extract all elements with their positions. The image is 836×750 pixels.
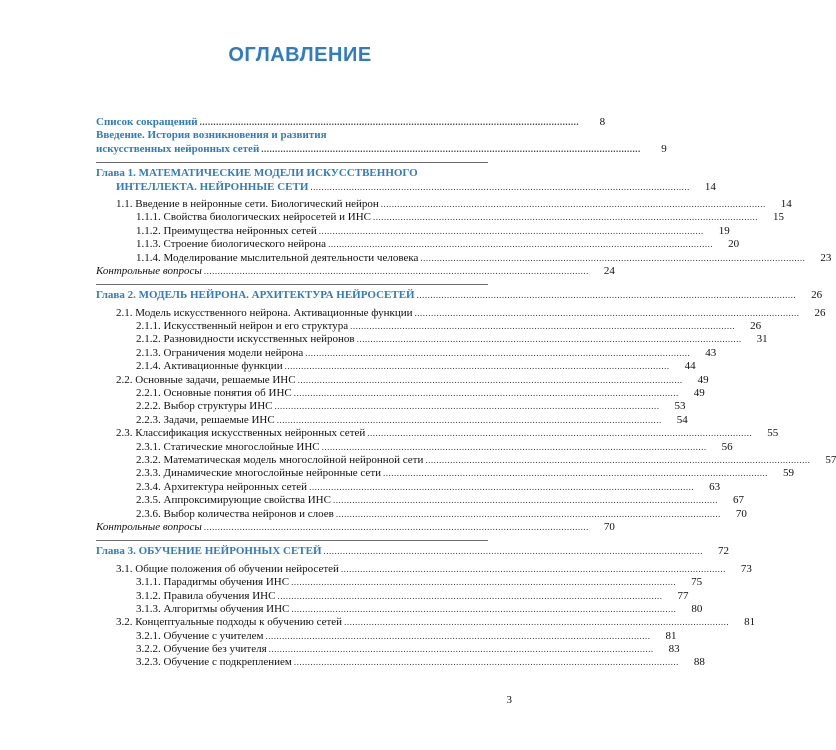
dot-leader: ............................................................................................................................................ — [340, 563, 726, 574]
toc-entry-page: 9 — [661, 142, 667, 155]
toc-entry-page: 81 — [665, 629, 677, 642]
toc-entry-label: 3.2.3. Обучение с подкреплением — [136, 656, 292, 669]
toc-entry[interactable] — [96, 507, 747, 521]
dot-leader: ............................................................................................................................................ — [277, 590, 663, 601]
toc-entry-label: 2.2.3. Задачи, решаемые ИНС — [136, 413, 275, 426]
toc-entry-label: 1.1. Введение в нейронные сети. Биологический нейрон — [116, 197, 379, 210]
toc-entry-label: 1.1.4. Моделирование мыслительной деятельности человека — [136, 251, 419, 264]
dot-leader: .......................................................................................................................................... — [199, 117, 580, 127]
toc-entry-page: 73 — [740, 562, 752, 575]
toc-entry-label: 2.1.1. Искусственный нейрон и его структура — [136, 320, 349, 333]
dot-leader: ............................................................................................................................................ — [350, 321, 736, 332]
toc-entry-page: 24 — [603, 264, 615, 277]
toc-entry-page: 19 — [718, 224, 730, 237]
dot-leader: ............................................................................................................................................ — [383, 468, 769, 479]
dot-leader: ............................................................................................................................................ — [265, 630, 651, 641]
toc-entry-label: 2.3.5. Аппроксимирующие свойства ИНС — [136, 494, 331, 507]
toc-entry[interactable] — [96, 400, 686, 413]
dot-leader: ............................................................................................................................................ — [309, 481, 695, 492]
toc-entry-introduction-cont[interactable] — [96, 142, 667, 156]
toc-chapter-2[interactable] — [96, 289, 823, 302]
toc-entry-abbreviations[interactable] — [96, 116, 606, 129]
page-title: ОГЛАВЛЕНИЕ — [228, 44, 372, 66]
toc-entry-page: 88 — [693, 656, 705, 669]
dot-leader: ............................................................................................................................................ — [425, 454, 811, 465]
dot-leader: ............................................................................................................................................ — [291, 577, 677, 588]
toc-entry-label: 2.1.4. Активационные функции — [136, 360, 283, 373]
dot-leader: ............................................................................................................................................ — [344, 617, 730, 628]
toc-entry[interactable] — [96, 360, 696, 373]
dot-leader: ............................................................................................................................................ — [268, 644, 654, 655]
toc-entry[interactable] — [96, 387, 705, 400]
toc-entry[interactable] — [96, 197, 792, 211]
toc-entry-page: 57 — [825, 453, 836, 466]
toc-entry[interactable] — [96, 440, 733, 454]
divider — [96, 162, 488, 163]
toc-entry[interactable] — [96, 629, 677, 643]
toc-entry[interactable] — [96, 643, 680, 656]
toc-entry-page: 54 — [676, 413, 688, 426]
toc-entry-page: 23 — [820, 251, 832, 264]
dot-leader: ............................................................................................................................................ — [293, 657, 679, 668]
toc-entry-label: 2.3.2. Математическая модель многослойной нейронной сети — [136, 453, 424, 466]
toc-entry[interactable] — [96, 306, 826, 320]
dot-leader: ............................................................................................................................................ — [321, 441, 707, 452]
toc-entry-page: 14 — [704, 180, 716, 193]
toc-entry-page: 26 — [750, 320, 762, 333]
toc-entry-introduction[interactable] — [96, 129, 511, 142]
toc-entry-page: 67 — [732, 494, 744, 507]
toc-entry-page: 15 — [773, 211, 785, 224]
dot-leader: ............................................................................................................................................ — [293, 388, 679, 399]
toc-entry-label: Список сокращений — [96, 116, 198, 128]
chapter-title: Глава 2. МОДЕЛЬ НЕЙРОНА. АРХИТЕКТУРА НЕЙРОСЕТЕЙ — [96, 289, 415, 302]
toc-entry-label: искусственных нейронных сетей — [96, 142, 260, 155]
toc-entry[interactable] — [96, 602, 703, 616]
toc-entry-page: 81 — [744, 616, 756, 629]
toc-entry-label: 2.3.1. Статические многослойные ИНС — [136, 440, 320, 453]
toc-entry-label: 2.3. Классификация искусственных нейронных сетей — [116, 427, 366, 440]
toc-entry-label: 3.1. Общие положения об обучении нейросетей — [116, 562, 339, 575]
dot-leader: ............................................................................................................................................ — [203, 265, 589, 276]
toc-chapter-3[interactable] — [96, 545, 730, 558]
toc-entry-label: 1.1.2. Преимущества нейронных сетей — [136, 224, 317, 237]
toc-entry-label: Контрольные вопросы — [96, 264, 202, 277]
dot-leader: .......................................................................................................................................... — [261, 143, 641, 154]
toc-entry-label: Введение. История возникновения и развития — [96, 129, 327, 142]
dot-leader: .......................................................................................................................................... — [416, 290, 797, 301]
divider — [96, 284, 488, 285]
dot-leader: ............................................................................................................................................ — [284, 361, 670, 372]
toc-entry-page: 77 — [677, 589, 689, 602]
toc-entry[interactable] — [96, 251, 832, 265]
toc-chapter-1[interactable] — [96, 180, 716, 194]
toc-entry-page: 72 — [718, 545, 730, 558]
toc-entry-label: 2.2.1. Основные понятия об ИНС — [136, 387, 292, 400]
chapter-2-entries — [96, 306, 836, 535]
toc-entry-page: 83 — [668, 643, 680, 656]
toc-entry[interactable] — [96, 480, 721, 494]
dot-leader: .......................................................................................................................................... — [323, 546, 704, 557]
toc-entry[interactable] — [96, 224, 730, 238]
chapter-title-line-2: ИНТЕЛЛЕКТА. НЕЙРОННЫЕ СЕТИ — [116, 180, 309, 193]
dot-leader: ............................................................................................................................................ — [297, 374, 683, 385]
table-of-contents — [96, 116, 836, 670]
toc-entry-page: 53 — [674, 400, 686, 413]
toc-entry-label: 3.1.1. Парадигмы обучения ИНС — [136, 576, 290, 589]
toc-entry-page: 49 — [693, 387, 705, 400]
toc-entry-page: 44 — [684, 360, 696, 373]
toc-entry-label: 2.1.3. Ограничения модели нейрона — [136, 346, 304, 359]
toc-entry-page: 14 — [780, 197, 792, 210]
toc-entry-label: 2.3.3. Динамические многослойные нейронные сети — [136, 467, 382, 480]
toc-entry-label: Контрольные вопросы — [96, 520, 202, 533]
toc-entry-page: 49 — [697, 373, 709, 386]
dot-leader: ............................................................................................................................................ — [291, 603, 677, 614]
toc-entry-label: 3.1.3. Алгоритмы обучения ИНС — [136, 602, 290, 615]
dot-leader: ............................................................................................................................................ — [414, 307, 800, 318]
toc-entry-label: 2.3.4. Архитектура нейронных сетей — [136, 480, 308, 493]
toc-entry[interactable] — [96, 320, 762, 333]
dot-leader: ............................................................................................................................................ — [203, 521, 589, 532]
dot-leader: ............................................................................................................................................ — [335, 508, 721, 519]
dot-leader: ............................................................................................................................................ — [373, 212, 759, 223]
chapter-title: Глава 3. ОБУЧЕНИЕ НЕЙРОННЫХ СЕТЕЙ — [96, 545, 322, 558]
toc-entry-page: 75 — [691, 576, 703, 589]
dot-leader: ............................................................................................................................................ — [276, 414, 662, 425]
toc-entry[interactable] — [96, 589, 689, 603]
page-number: 3 — [506, 694, 512, 706]
toc-entry[interactable] — [96, 346, 717, 360]
toc-entry[interactable] — [96, 373, 709, 387]
toc-entry[interactable] — [96, 467, 795, 480]
toc-entry-label: 2.3.6. Выбор количества нейронов и слоев — [136, 507, 334, 520]
toc-entry-label: 2.1.2. Разновидности искусственных нейронов — [136, 333, 355, 346]
toc-entry-page: 8 — [599, 116, 606, 128]
dot-leader: ............................................................................................................................................ — [367, 428, 753, 439]
toc-entry-page: 63 — [709, 480, 721, 493]
toc-entry[interactable] — [96, 616, 756, 629]
toc-chapter-1-title[interactable] — [96, 167, 511, 180]
dot-leader: ............................................................................................................................................ — [318, 225, 704, 236]
toc-entry-label: 2.2.2. Выбор структуры ИНС — [136, 400, 273, 413]
toc-entry-label: 2.1. Модель искусственного нейрона. Активационные функции — [116, 306, 413, 319]
toc-entry[interactable] — [96, 427, 779, 440]
toc-entry[interactable] — [96, 562, 752, 576]
toc-entry-page: 20 — [728, 238, 740, 251]
chapter-1-entries — [96, 197, 832, 278]
toc-entry-page: 59 — [783, 467, 795, 480]
toc-entry-label: 1.1.1. Свойства биологических нейросетей и ИНС — [136, 211, 372, 224]
chapter-title-line-1: Глава 1. МАТЕМАТИЧЕСКИЕ МОДЕЛИ ИСКУССТВЕННОГО — [96, 167, 418, 180]
toc-entry-page: 80 — [691, 602, 703, 615]
dot-leader: ............................................................................................................................................ — [328, 239, 714, 250]
toc-entry[interactable] — [96, 333, 768, 346]
dot-leader: ............................................................................................................................................ — [332, 495, 718, 506]
toc-entry-page: 43 — [705, 346, 717, 359]
toc-entry-page: 26 — [814, 306, 826, 319]
toc-entry[interactable] — [96, 238, 740, 251]
toc-entry-page: 55 — [767, 427, 779, 440]
toc-entry-label: 3.2.2. Обучение без учителя — [136, 643, 267, 656]
toc-entry-page: 26 — [811, 289, 823, 302]
chapter-3-entries — [96, 562, 756, 670]
dot-leader: .......................................................................................................................................... — [310, 181, 690, 192]
toc-entry-page: 31 — [756, 333, 768, 346]
toc-entry-review-questions[interactable] — [96, 264, 615, 278]
dot-leader: ............................................................................................................................................ — [305, 347, 691, 358]
dot-leader: ............................................................................................................................................ — [380, 198, 766, 209]
toc-entry[interactable] — [96, 413, 688, 427]
dot-leader: ............................................................................................................................................ — [420, 252, 806, 263]
divider — [96, 540, 488, 541]
toc-entry-label: 3.2.1. Обучение с учителем — [136, 629, 264, 642]
toc-entry-label: 1.1.3. Строение биологического нейрона — [136, 238, 327, 251]
toc-entry-label: 3.1.2. Правила обучения ИНС — [136, 589, 276, 602]
toc-entry-page: 56 — [721, 440, 733, 453]
toc-entry[interactable] — [96, 656, 705, 669]
toc-entry-page: 70 — [735, 507, 747, 520]
toc-entry[interactable] — [96, 494, 744, 507]
toc-entry-label: 3.2. Концептуальные подходы к обучению сетей — [116, 616, 343, 629]
toc-entry[interactable] — [96, 576, 703, 589]
toc-entry[interactable] — [96, 211, 785, 224]
dot-leader: ............................................................................................................................................ — [274, 401, 660, 412]
toc-entry-page: 70 — [603, 520, 615, 533]
toc-entry[interactable] — [96, 453, 836, 467]
toc-entry-label: 2.2. Основные задачи, решаемые ИНС — [116, 373, 296, 386]
dot-leader: ............................................................................................................................................ — [356, 334, 742, 345]
toc-entry-review-questions[interactable] — [96, 520, 615, 534]
